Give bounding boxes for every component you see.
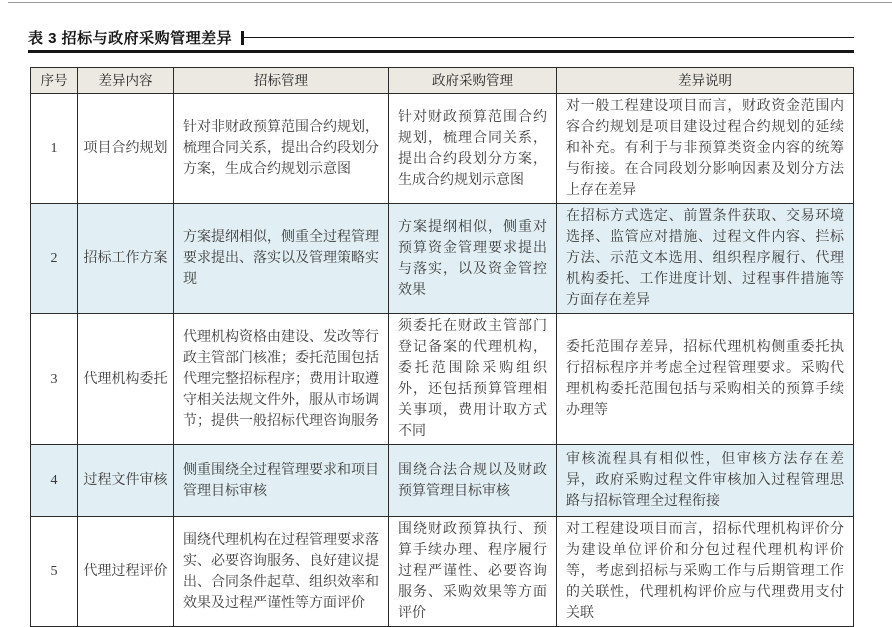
table-row (31, 94, 854, 204)
procurement-cell: 针对财政预算范围合约规划，梳理合同关系，提出合约段划分方案，生成合约规划示意图 (389, 94, 557, 204)
bidding-cell: 方案提纲相似，侧重全过程管理要求提出、落实以及管理策略实现 (174, 204, 389, 314)
bidding-cell: 侧重围绕全过程管理要求和项目管理目标审核 (174, 445, 389, 517)
explanation-cell: 审核流程具有相似性，但审核方法存在差异，政府采购过程文件审核加入过程管理思路与招标管理全过程衔接 (557, 445, 854, 517)
explanation-cell: 委托范围存差异，招标代理机构侧重委托执行招标程序并考虑全过程管理要求。采购代理机构委托范围包括与采购相关的预算手续办理等 (557, 314, 854, 445)
row-no-cell: 5 (31, 517, 78, 627)
row-no-cell: 3 (31, 314, 78, 445)
table-row (31, 517, 854, 627)
explanation-cell: 在招标方式选定、前置条件获取、交易环境选择、监管应对措施、过程文件内容、拦标方法、示范文本选用、组织程序履行、代理机构委托、工作进度计划、过程事件措施等方面存在差异 (557, 204, 854, 314)
table-header-row (31, 68, 854, 94)
diff-content-cell: 项目合约规划 (78, 94, 174, 204)
explanation-cell: 对一般工程建设项目而言，财政资金范围内容合约规划是项目建设过程合约规划的延续和补充。有利于与非预算类资金内容的统筹与衔接。在合同段划分影响因素及划分方法上存在差异 (557, 94, 854, 204)
table-row (31, 314, 854, 445)
difference-table (30, 67, 854, 627)
header-diff-content: 差异内容 (78, 68, 174, 94)
diff-content-cell: 招标工作方案 (78, 204, 174, 314)
bidding-cell: 代理机构资格由建设、发改等行政主管部门核准；委托范围包括代理完整招标程序；费用计取遵守相关法规文件外，服从市场调节；提供一般招标代理咨询服务 (174, 314, 389, 445)
page-top-divider (8, 2, 892, 3)
procurement-cell: 方案提纲相似，侧重对预算资金管理要求提出与落实，以及资金管控效果 (389, 204, 557, 314)
table-row (31, 204, 854, 314)
row-no-cell: 1 (31, 94, 78, 204)
row-no-cell: 2 (31, 204, 78, 314)
table-caption-row (28, 27, 854, 48)
table-title: 表 3 招标与政府采购管理差异 (28, 30, 233, 47)
header-explanation: 差异说明 (557, 68, 854, 94)
title-underline-rule (28, 50, 854, 53)
diff-content-cell: 过程文件审核 (78, 445, 174, 517)
title-rule-line (244, 37, 854, 39)
bidding-cell: 针对非财政预算范围合约规划，梳理合同关系，提出合约段划分方案，生成合约规划示意图 (174, 94, 389, 204)
procurement-cell: 围绕合法合规以及财政预算管理目标审核 (389, 445, 557, 517)
diff-content-cell: 代理过程评价 (78, 517, 174, 627)
header-procurement: 政府采购管理 (389, 68, 557, 94)
header-bidding: 招标管理 (174, 68, 389, 94)
row-no-cell: 4 (31, 445, 78, 517)
procurement-cell: 围绕财政预算执行、预算手续办理、程序履行过程严谨性、必要咨询服务、采购效果等方面评价 (389, 517, 557, 627)
table-row (31, 445, 854, 517)
header-no: 序号 (31, 68, 78, 94)
diff-content-cell: 代理机构委托 (78, 314, 174, 445)
bidding-cell: 围绕代理机构在过程管理要求落实、必要咨询服务、良好建议提出、合同条件起草、组织效率和效果及过程严谨性等方面评价 (174, 517, 389, 627)
explanation-cell: 对工程建设项目而言，招标代理机构评价分为建设单位评价和分包过程代理机构评价等，考虑到招标与采购工作与后期管理工作的关联性，代理机构评价应与代理费用支付关联 (557, 517, 854, 627)
procurement-cell: 须委托在财政主管部门登记备案的代理机构，委托范围除采购组织外，还包括预算管理相关事项，费用计取方式不同 (389, 314, 557, 445)
